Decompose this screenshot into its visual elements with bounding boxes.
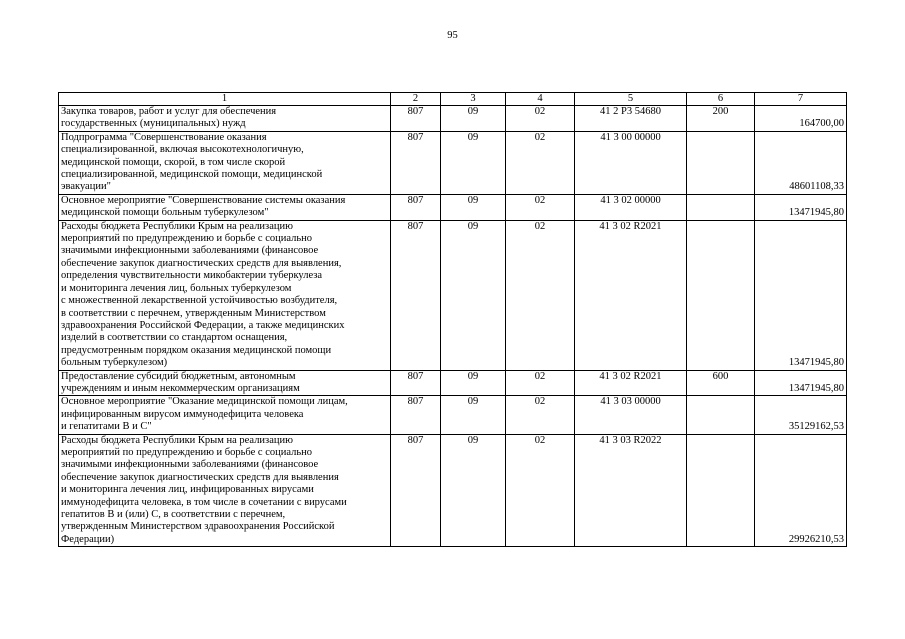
description-line: специализированной, включая высокотехнологичную, <box>61 144 304 156</box>
table-row <box>59 396 847 434</box>
section-code: 09 <box>441 396 506 434</box>
section-code: 09 <box>441 131 506 194</box>
ministry-code: 807 <box>391 131 441 194</box>
subsection-code: 02 <box>506 194 575 220</box>
subsection-code: 02 <box>506 131 575 194</box>
description-line: предусмотренным порядком оказания медицинской помощи <box>61 344 332 356</box>
target-article-code: 41 3 03 R2022 <box>575 434 687 547</box>
description-line: и гепатитами В и С" <box>61 421 152 433</box>
column-header: 4 <box>506 93 575 106</box>
table-row <box>59 370 847 396</box>
target-article-code: 41 3 00 00000 <box>575 131 687 194</box>
description-line: больным туберкулезом) <box>61 357 168 369</box>
description-line: здравоохранения Российской Федерации, а также медицинских <box>61 319 345 331</box>
section-code: 09 <box>441 194 506 220</box>
column-header: 2 <box>391 93 441 106</box>
description-line: обеспечение закупок диагностических средств для выявления, <box>61 257 342 269</box>
row-description <box>59 220 391 370</box>
expense-type-code: 600 <box>687 370 755 396</box>
description-line: Федерации) <box>61 533 115 545</box>
ministry-code: 807 <box>391 396 441 434</box>
row-description <box>59 106 391 132</box>
amount: 164700,00 <box>755 106 847 132</box>
amount: 29926210,53 <box>755 434 847 547</box>
page-number: 95 <box>447 30 458 41</box>
target-article-code: 41 3 02 00000 <box>575 194 687 220</box>
description-line: иммунодефицита человека, в том числе в сочетании с вирусами <box>61 496 347 508</box>
description-line: утвержденным Министерством здравоохранения Российской <box>61 521 335 533</box>
ministry-code: 807 <box>391 370 441 396</box>
expense-type-code: 200 <box>687 106 755 132</box>
expense-type-code <box>687 131 755 194</box>
description-line: в соответствии с перечнем, утвержденным Министерством <box>61 307 326 319</box>
description-line: медицинской помощи, скорой, в том числе скорой <box>61 156 286 168</box>
description-line: определения чувствительности микобактерии туберкулеза <box>61 270 323 282</box>
description-line: государственных (муниципальных) нужд <box>61 118 246 130</box>
description-line: значимыми инфекционными заболеваниями (финансовое <box>61 459 319 471</box>
description-line: Закупка товаров, работ и услуг для обеспечения <box>61 106 277 117</box>
subsection-code: 02 <box>506 220 575 370</box>
description-line: Расходы бюджета Республики Крым на реализацию <box>61 220 293 232</box>
subsection-code: 02 <box>506 434 575 547</box>
column-header: 1 <box>59 93 391 106</box>
description-line: мероприятий по предупреждению и борьбе с социально <box>61 446 312 458</box>
amount: 35129162,53 <box>755 396 847 434</box>
description-line: инфицированным вирусом иммунодефицита человека <box>61 408 304 420</box>
description-line: Предоставление субсидий бюджетным, автономным <box>61 370 296 382</box>
description-line: и мониторинга лечения лиц, больных туберкулезом <box>61 282 292 294</box>
description-line: мероприятий по предупреждению и борьбе с социально <box>61 233 312 245</box>
table-row <box>59 131 847 194</box>
budget-table <box>58 92 847 547</box>
description-line: учреждениям и иным некоммерческим организациям <box>61 382 300 394</box>
row-description <box>59 131 391 194</box>
target-article-code: 41 3 03 00000 <box>575 396 687 434</box>
table-row <box>59 220 847 370</box>
column-header: 6 <box>687 93 755 106</box>
description-line: специализированной, медицинской помощи, медицинской <box>61 169 323 181</box>
section-code: 09 <box>441 106 506 132</box>
section-code: 09 <box>441 370 506 396</box>
section-code: 09 <box>441 220 506 370</box>
target-article-code: 41 3 02 R2021 <box>575 370 687 396</box>
description-line: с множественной лекарственной устойчивостью возбудителя, <box>61 295 338 307</box>
table-row <box>59 434 847 547</box>
expense-type-code <box>687 194 755 220</box>
amount: 48601108,33 <box>755 131 847 194</box>
description-line: эвакуации" <box>61 181 111 193</box>
description-line: Расходы бюджета Республики Крым на реализацию <box>61 434 293 446</box>
ministry-code: 807 <box>391 106 441 132</box>
section-code: 09 <box>441 434 506 547</box>
target-article-code: 41 3 02 R2021 <box>575 220 687 370</box>
table-body <box>59 93 847 547</box>
expense-type-code <box>687 396 755 434</box>
subsection-code: 02 <box>506 396 575 434</box>
row-description <box>59 194 391 220</box>
description-line: Основное мероприятие "Совершенствование системы оказания <box>61 194 346 206</box>
row-description <box>59 434 391 547</box>
description-line: и мониторинга лечения лиц, инфицированных вирусами <box>61 484 314 496</box>
expense-type-code <box>687 434 755 547</box>
ministry-code: 807 <box>391 220 441 370</box>
target-article-code: 41 2 P3 54680 <box>575 106 687 132</box>
ministry-code: 807 <box>391 194 441 220</box>
description-line: Подпрограмма "Совершенствование оказания <box>61 131 267 143</box>
ministry-code: 807 <box>391 434 441 547</box>
subsection-code: 02 <box>506 106 575 132</box>
description-line: значимыми инфекционными заболеваниями (финансовое <box>61 245 319 257</box>
description-line: медицинской помощи больным туберкулезом" <box>61 207 269 219</box>
description-line: Основное мероприятие "Оказание медицинской помощи лицам, <box>61 396 348 408</box>
column-header: 5 <box>575 93 687 106</box>
expense-type-code <box>687 220 755 370</box>
description-line: изделий в соответствии со стандартом оснащения, <box>61 332 288 344</box>
amount: 13471945,80 <box>755 220 847 370</box>
column-header: 3 <box>441 93 506 106</box>
amount: 13471945,80 <box>755 370 847 396</box>
amount: 13471945,80 <box>755 194 847 220</box>
table-row <box>59 106 847 132</box>
row-description <box>59 370 391 396</box>
description-line: гепатитов В и (или) С, в соответствии с перечнем, <box>61 509 286 520</box>
subsection-code: 02 <box>506 370 575 396</box>
column-header: 7 <box>755 93 847 106</box>
table-row <box>59 194 847 220</box>
header-row <box>59 93 847 106</box>
row-description <box>59 396 391 434</box>
description-line: обеспечение закупок диагностических средств для выявления <box>61 471 339 483</box>
